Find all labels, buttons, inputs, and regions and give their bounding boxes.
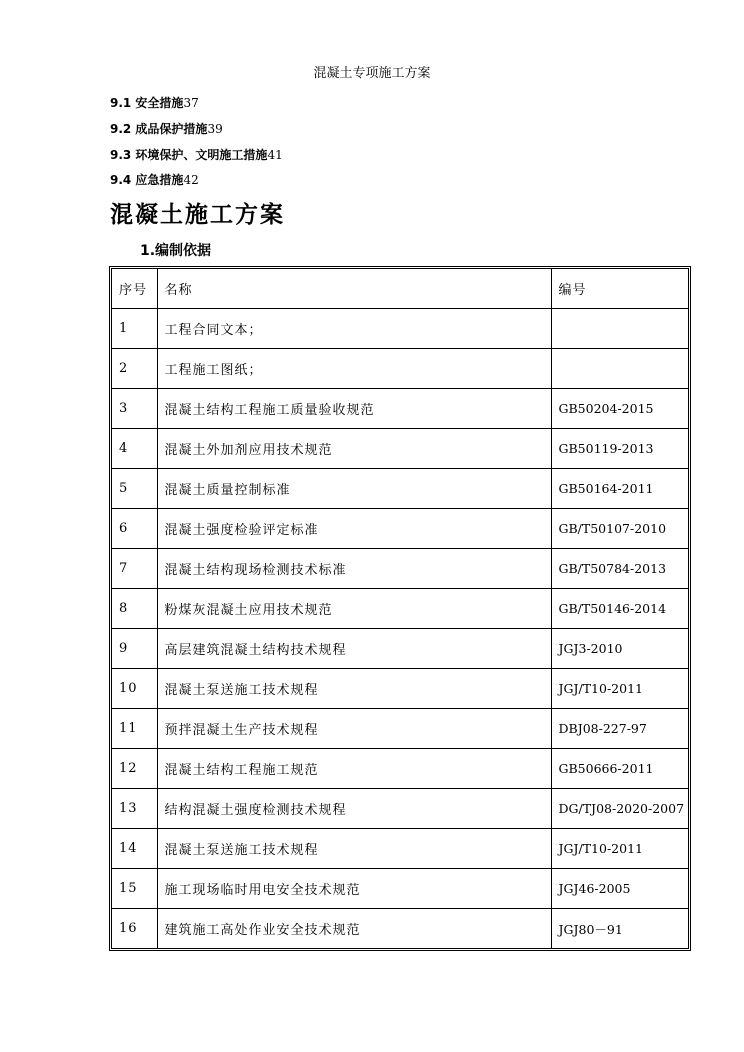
row-name-cell: 混凝土强度检验评定标准 xyxy=(157,509,551,549)
table-row xyxy=(112,669,688,709)
row-code-cell: JGJ/T10-2011 xyxy=(551,829,688,869)
row-index-cell: 13 xyxy=(112,789,157,829)
section-heading: 1.编制依据 xyxy=(140,243,212,259)
document-title: 混凝土施工方案 xyxy=(110,202,285,228)
table-row xyxy=(112,309,688,349)
row-name-cell: 工程施工图纸； xyxy=(157,349,551,389)
row-name-cell: 粉煤灰混凝土应用技术规范 xyxy=(157,589,551,629)
table-row xyxy=(112,469,688,509)
toc-entry-page: 39 xyxy=(207,122,223,136)
table-row xyxy=(112,789,688,829)
column-header-index: 序号 xyxy=(112,269,157,309)
column-header-name: 名称 xyxy=(157,269,551,309)
page-header: 混凝土专项施工方案 xyxy=(313,66,431,81)
row-name-cell: 混凝土质量控制标准 xyxy=(157,469,551,509)
row-index-cell: 5 xyxy=(112,469,157,509)
column-header-code: 编号 xyxy=(551,269,688,309)
table-row xyxy=(112,629,688,669)
row-code-cell: DG/TJ08-2020-2007 xyxy=(551,789,688,829)
row-code-cell: GB50164-2011 xyxy=(551,469,688,509)
table-row xyxy=(112,709,688,749)
table-row xyxy=(112,349,688,389)
row-code-cell: JGJ80－91 xyxy=(551,909,688,949)
toc-entry-page: 37 xyxy=(183,96,199,110)
row-index-cell: 16 xyxy=(112,909,157,949)
row-name-cell: 混凝土结构工程施工规范 xyxy=(157,749,551,789)
table-row xyxy=(112,909,688,949)
row-name-cell: 建筑施工高处作业安全技术规范 xyxy=(157,909,551,949)
row-code-cell xyxy=(551,309,688,349)
table-row xyxy=(112,869,688,909)
table-header-row xyxy=(112,269,688,309)
row-name-cell: 混凝土结构工程施工质量验收规范 xyxy=(157,389,551,429)
row-code-cell: DBJ08-227-97 xyxy=(551,709,688,749)
row-name-cell: 混凝土结构现场检测技术标准 xyxy=(157,549,551,589)
row-index-cell: 8 xyxy=(112,589,157,629)
table-row xyxy=(112,589,688,629)
row-code-cell: GB50119-2013 xyxy=(551,429,688,469)
row-index-cell: 4 xyxy=(112,429,157,469)
toc-entry[interactable] xyxy=(110,120,223,137)
table-row xyxy=(112,549,688,589)
table-row xyxy=(112,429,688,469)
row-index-cell: 2 xyxy=(112,349,157,389)
table-row xyxy=(112,389,688,429)
table-row xyxy=(112,509,688,549)
row-index-cell: 10 xyxy=(112,669,157,709)
row-code-cell: JGJ3-2010 xyxy=(551,629,688,669)
toc-entry-label: 9.4 应急措施 xyxy=(110,173,184,187)
row-code-cell: JGJ/T10-2011 xyxy=(551,669,688,709)
toc-entry-label: 9.2 成品保护措施 xyxy=(110,122,208,136)
row-name-cell: 结构混凝土强度检测技术规程 xyxy=(157,789,551,829)
toc-entry-page: 42 xyxy=(183,173,199,187)
row-index-cell: 15 xyxy=(112,869,157,909)
row-code-cell: GB50666-2011 xyxy=(551,749,688,789)
toc-entry[interactable] xyxy=(110,171,199,188)
row-name-cell: 混凝土泵送施工技术规程 xyxy=(157,829,551,869)
row-name-cell: 工程合同文本； xyxy=(157,309,551,349)
toc-entry[interactable] xyxy=(110,146,283,163)
row-code-cell: GB/T50784-2013 xyxy=(551,549,688,589)
row-index-cell: 6 xyxy=(112,509,157,549)
standards-table xyxy=(109,266,691,951)
row-index-cell: 7 xyxy=(112,549,157,589)
toc-entry-label: 9.3 环境保护、文明施工措施 xyxy=(110,148,268,162)
table-row xyxy=(112,749,688,789)
row-index-cell: 1 xyxy=(112,309,157,349)
row-name-cell: 混凝土泵送施工技术规程 xyxy=(157,669,551,709)
row-index-cell: 9 xyxy=(112,629,157,669)
row-index-cell: 3 xyxy=(112,389,157,429)
row-name-cell: 高层建筑混凝土结构技术规程 xyxy=(157,629,551,669)
row-index-cell: 11 xyxy=(112,709,157,749)
row-index-cell: 12 xyxy=(112,749,157,789)
row-code-cell: GB/T50146-2014 xyxy=(551,589,688,629)
row-name-cell: 混凝土外加剂应用技术规范 xyxy=(157,429,551,469)
row-name-cell: 施工现场临时用电安全技术规范 xyxy=(157,869,551,909)
row-code-cell xyxy=(551,349,688,389)
toc-entry-label: 9.1 安全措施 xyxy=(110,96,184,110)
row-code-cell: JGJ46-2005 xyxy=(551,869,688,909)
row-code-cell: GB50204-2015 xyxy=(551,389,688,429)
table-row xyxy=(112,829,688,869)
row-code-cell: GB/T50107-2010 xyxy=(551,509,688,549)
toc-entry-page: 41 xyxy=(267,148,283,162)
row-index-cell: 14 xyxy=(112,829,157,869)
row-name-cell: 预拌混凝土生产技术规程 xyxy=(157,709,551,749)
toc-entry[interactable] xyxy=(110,94,199,111)
